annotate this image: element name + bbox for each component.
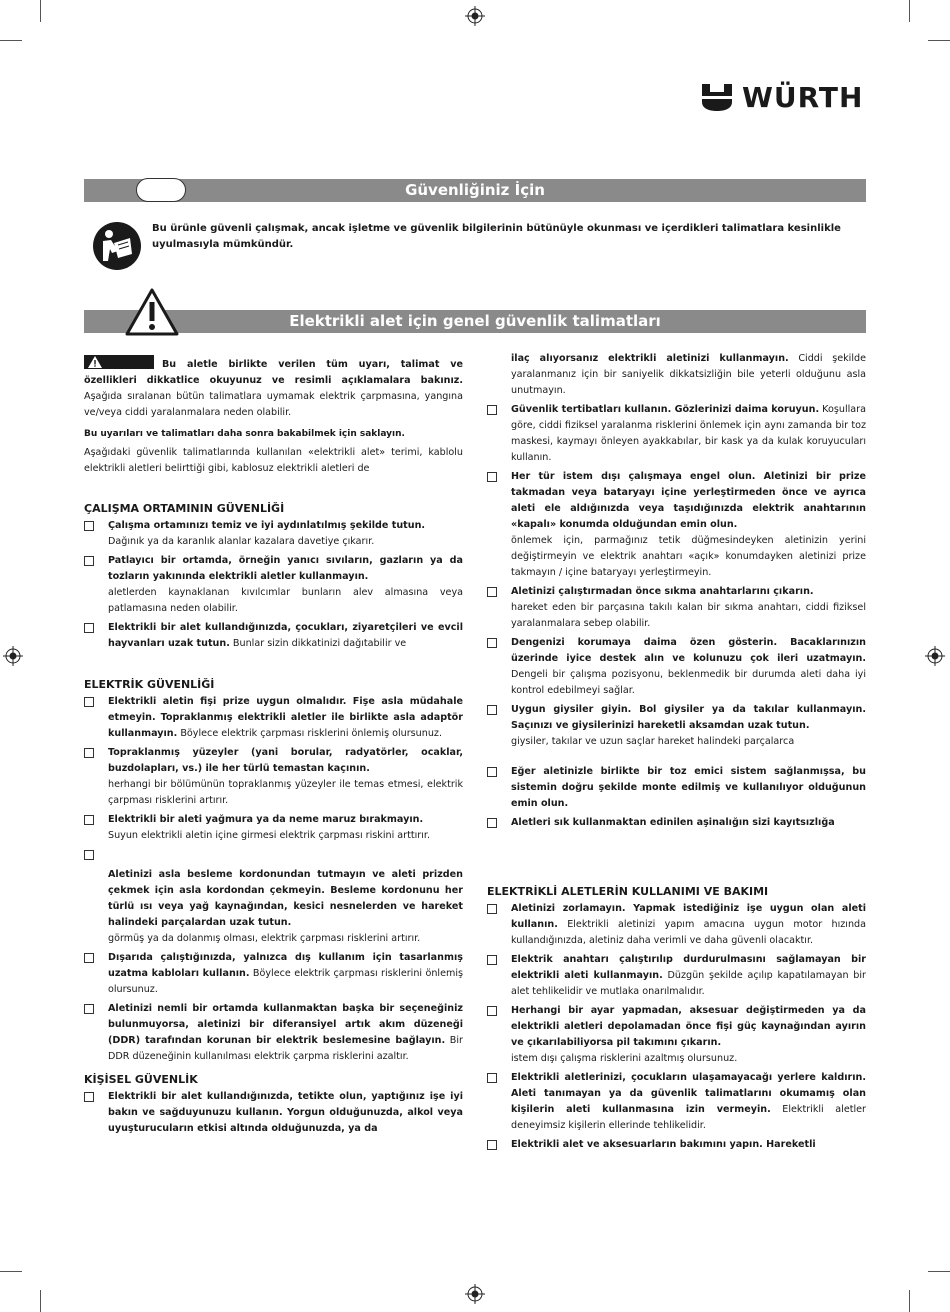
item-bold: Güvenlik tertibatları kullanın. Gözlerinizi daima koruyun. [511,404,820,415]
registration-mark-right [925,646,945,666]
registration-mark-bottom [465,1284,485,1304]
checkbox-icon [487,818,497,828]
warning-triangle-icon [124,287,180,337]
checkbox-icon [487,638,497,648]
item-text: Ciddi şekilde yaralanmanız için bir saniyelik dikkatsizliğin bile yeterli olduğunu asla unutmayın. [511,353,866,396]
item-bold: Aletleri sık kullanmaktan edinilen aşinalığın sizi kayıtsızlığa [511,817,835,828]
list-item [84,745,463,809]
list-item [487,1137,866,1153]
registration-mark-top [465,6,485,26]
item-text: herhangi bir bölümünün topraklanmış yüzeyler ile temas etmesi, elektrik çarpması risklerini artırır. [108,779,463,806]
warning-text: Aşağıda sıralanan bütün talimatlara uymamak elektrik çarpmasına, yangına ve/veya ciddi yaralanmalara neden olabilir. [84,391,463,418]
list-item [84,1089,463,1137]
item-text: Böylece elektrik çarpması risklerini önlemiş olursunuz. [108,968,463,995]
crop-mark [928,40,950,41]
checkbox-icon [84,953,94,963]
checkbox-icon [84,850,94,860]
item-text: aletlerden kaynaklanan kıvılcımlar bunların alev almasına veya patlamasına neden olabilir. [108,587,463,614]
list-item [84,694,463,742]
list-item [487,1003,866,1067]
checkbox-icon [487,705,497,715]
list-item [487,584,866,632]
continued-paragraph [487,351,866,399]
item-bold: Aletinizi nemli bir ortamda kullanmaktan başka bir seçeneğiniz bulunmuyorsa, aletinizi bir diferansiyel artık akım düzeneği (DDR) tarafından korunan bir elektrik beslemesine bağlayın. [108,1003,463,1046]
item-bold: Aletinizi çalıştırmadan önce sıkma anahtarlarını çıkarın. [511,586,814,597]
registration-mark-left [3,646,23,666]
heading-work-area: ÇALIŞMA ORTAMININ GÜVENLİĞİ [84,502,285,515]
item-bold: Elektrikli bir alet kullandığınızda, çocukları, ziyaretçileri ve evcil hayvanları uzak tutun. [108,622,463,649]
item-bold: Elektrikli bir alet kullandığınızda, tetikte olun, yaptığınız işe iyi bakın ve sağduyunuzu kullanın. Yorgun olduğunuzda, alkol veya uyuşturucuların etkisi altında olduğunuzda, ya da [108,1091,463,1134]
item-bold: Aletinizi zorlamayın. Yapmak istediğiniz işe uygun olan aleti kullanın. [511,903,866,930]
list-item [487,469,866,581]
checkbox-icon [487,1073,497,1083]
item-bold: Patlayıcı bir ortamda, örneğin yanıcı sıvıların, gazların ya da tozların yakınında elektrikli aletler kullanmayın. [108,555,463,582]
intro-text: Bu ürünle güvenli çalışmak, ancak işletme ve güvenlik bilgilerinin bütünüyle okunması ve içerdikleri talimatlara kesinlikle uyulmasıyla mümkündür. [152,223,841,250]
list-item [487,815,866,831]
heading-personal-safety: KİŞİSEL GÜVENLİK [84,1073,198,1086]
list-item [84,812,463,844]
crop-mark [909,1290,910,1312]
checkbox-icon [487,1006,497,1016]
item-bold: Elektrikli aletlerinizi, çocukların ulaşamayacağı yerlere kaldırın. Aleti tanımayan ya da güvenlik talimatlarını okumamış olan kişilerin aleti kullanmasına izin vermeyin. [511,1072,866,1115]
checkbox-icon [487,587,497,597]
section-heading-safety [84,179,866,202]
list-item [487,635,866,699]
item-bold: Eğer aletinizle birlikte bir toz emici sistem sağlanmışsa, bu sistemin doğru şekilde monte edilmiş ve kullanılıyor olduğunun emin olun. [511,766,866,809]
item-text: giysiler, takılar ve uzun saçlar hareket halindeki parçalarca [511,736,795,747]
warning-label [84,355,154,369]
left-column [84,355,463,1137]
crop-mark [928,1271,950,1272]
list-item [84,553,463,617]
checkbox-icon [84,815,94,825]
crop-mark [40,1290,41,1312]
list-item [487,702,866,750]
section-title: Güvenliğiniz İçin [405,181,545,199]
item-bold: Elektrik anahtarı çalıştırılıp durdurulmasını sağlamayan bir elektrikli aleti kullanmayın. [511,954,866,981]
list-item [84,620,463,652]
item-text: istem dışı çalışma risklerini azaltmış olursunuz. [511,1053,738,1064]
section-heading-general-safety [84,310,866,333]
checkbox-icon [84,1092,94,1102]
crop-mark [0,1271,22,1272]
item-bold: Elektrikli alet ve aksesuarların bakımını yapın. Hareketli [511,1139,816,1150]
checkbox-icon [487,955,497,965]
item-text: Koşullara göre, ciddi fiziksel yaralanma risklerini önlemek için aynı zamanda bir toz maskesi, kaymayı önleyen ayakkabılar, bir kask ya da kulak koruyucuları kullanın. [511,404,866,463]
checkbox-icon [487,405,497,415]
warning-paragraph [84,355,463,421]
item-bold: Elektrikli aletin fişi prize uygun olmalıdır. Fişe asla müdahale etmeyin. Topraklanmış elektrikli aletler ile birlikte asla adaptör kullanmayın. [108,696,463,739]
item-bold: Çalışma ortamınızı temiz ve iyi aydınlatılmış şekilde tutun. [108,520,426,531]
warning-bold: Bu aletle birlikte verilen tüm uyarı, talimat ve özellikleri dikkatlice okuyunuz ve resimli açıklamalara bakınız. [84,359,463,386]
checkbox-icon [487,904,497,914]
list-item [84,518,463,550]
item-text: Dağınık ya da karanlık alanlar kazalara davetiye çıkarır. [108,536,375,547]
checkbox-icon [84,623,94,633]
item-bold: Aletinizi asla besleme kordonundan tutmayın ve aleti prizden çekmek için asla kordondan çekmeyin. Besleme kordonunu her türlü ısı veya yağ kaynağından, kesici nesnelerden ve hareket halindeki parçalardan uzak tutun. [108,869,463,928]
checkbox-icon [487,472,497,482]
checkbox-icon [84,697,94,707]
list-item [84,1001,463,1065]
read-manual-icon [92,221,142,271]
warning-small-icon [88,356,102,368]
brand-name: WÜRTH [742,80,864,114]
item-bold: Elektrikli bir aleti yağmura ya da neme maruz bırakmayın. [108,814,424,825]
item-bold: Herhangi bir ayar yapmadan, aksesuar değiştirmeden ya da elektrikli aletleri depolamadan önce fişi güç kaynağından ayırın ve çıkarılabiliyorsa pil takımını çıkarın. [511,1005,866,1048]
wurth-logo-icon [700,80,734,114]
section-tab [136,178,186,202]
item-text: Bunlar sizin dikkatinizi dağıtabilir ve [229,638,407,649]
item-bold: Dışarıda çalıştığınızda, yalnızca dış kullanım için tasarlanmış uzatma kabloları kullanın. [108,952,463,979]
item-text: Suyun elektrikli aletin içine girmesi elektrik çarpması riskini arttırır. [108,830,431,841]
crop-mark [909,0,910,22]
list-item [84,847,463,947]
list-item [487,764,866,812]
checkbox-icon [84,1004,94,1014]
checkbox-icon [487,767,497,777]
list-item [487,402,866,466]
item-text: önlemek için, parmağınız tetik düğmesindeyken aletinizin yerini değiştirmeyin ve elektrik anahtarı «açık» konumdayken aletinizi prize takmayın / içine bataryayı yerleştirmeyin. [511,535,866,578]
crop-mark [0,40,22,41]
brand-logo [700,80,863,114]
section-title: Elektrikli alet için genel güvenlik talimatları [289,312,661,330]
item-text: Elektrikli aletler deneyimsiz kişilerin ellerinde tehlikelidir. [511,1104,866,1131]
checkbox-icon [487,1140,497,1150]
heading-tool-use: ELEKTRİKLİ ALETLERİN KULLANIMI VE BAKIMI [487,885,769,898]
item-text: Düzgün şekilde açılıp kapatılamayan bir alet tehlikelidir ve mutlaka onarılmalıdır. [511,970,866,997]
checkbox-icon [84,556,94,566]
item-bold: ilaç alıyorsanız elektrikli aletinizi kullanmayın. [511,353,789,364]
item-text: Dengeli bir çalışma pozisyonu, beklenmedik bir durumda aleti daha iyi kontrol edebilmeyi sağlar. [511,669,866,696]
checkbox-icon [84,521,94,531]
item-text: hareket eden bir parçasına takılı kalan bir sıkma anahtarı, ciddi fiziksel yaralanmalara sebep olabilir. [511,602,866,629]
item-text: görmüş ya da dolanmış olması, elektrik çarpması risklerini artırır. [108,933,421,944]
item-bold: Uygun giysiler giyin. Bol giysiler ya da takılar kullanmayın. Saçınızı ve giysilerinizi hareketli aksamdan uzak tutun. [511,704,866,731]
keep-instructions: Bu uyarıları ve talimatları daha sonra bakabilmek için saklayın. [84,429,405,439]
term-paragraph: Aşağıdaki güvenlik talimatlarında kullanılan «elektrikli alet» terimi, kablolu elektrikli aletleri belirttiği gibi, kablosuz elektrikli aletleri de [84,447,463,474]
item-text: Bir DDR düzeneğinin kullanılması elektrik çarpma risklerini azaltır. [108,1035,463,1062]
heading-electrical: ELEKTRİK GÜVENLİĞİ [84,678,215,691]
item-text: Elektrikli aletinizi yapım amacına uygun motor hızında kullandığınızda, aletiniz daha verimli ve daha güvenli olacaktır. [511,919,866,946]
item-bold: Dengenizi korumaya daima özen gösterin. Bacaklarınızın üzerinde iyice destek alın ve kolunuzu çok ileri uzatmayın. [511,637,866,664]
checkbox-icon [84,748,94,758]
list-item [487,901,866,949]
item-bold: Topraklanmış yüzeyler (yani borular, radyatörler, ocaklar, buzdolapları, vs.) ile her türlü temastan kaçının. [108,747,463,774]
list-item [487,1070,866,1134]
item-bold: Her tür istem dışı çalışmaya engel olun. Aletinizi bir prize takmadan veya bataryayı içine yerleştirmeden önce ve ayrıca aleti ele aldığınızda veya taşıdığınızda elektrik anahtarının «kapalı» konumda olduğundan emin olun. [511,471,866,530]
crop-mark [40,0,41,22]
list-item [84,950,463,998]
list-item [487,952,866,1000]
item-text: Böylece elektrik çarpması risklerini önlemiş olursunuz. [177,728,442,739]
right-column [487,351,866,1153]
